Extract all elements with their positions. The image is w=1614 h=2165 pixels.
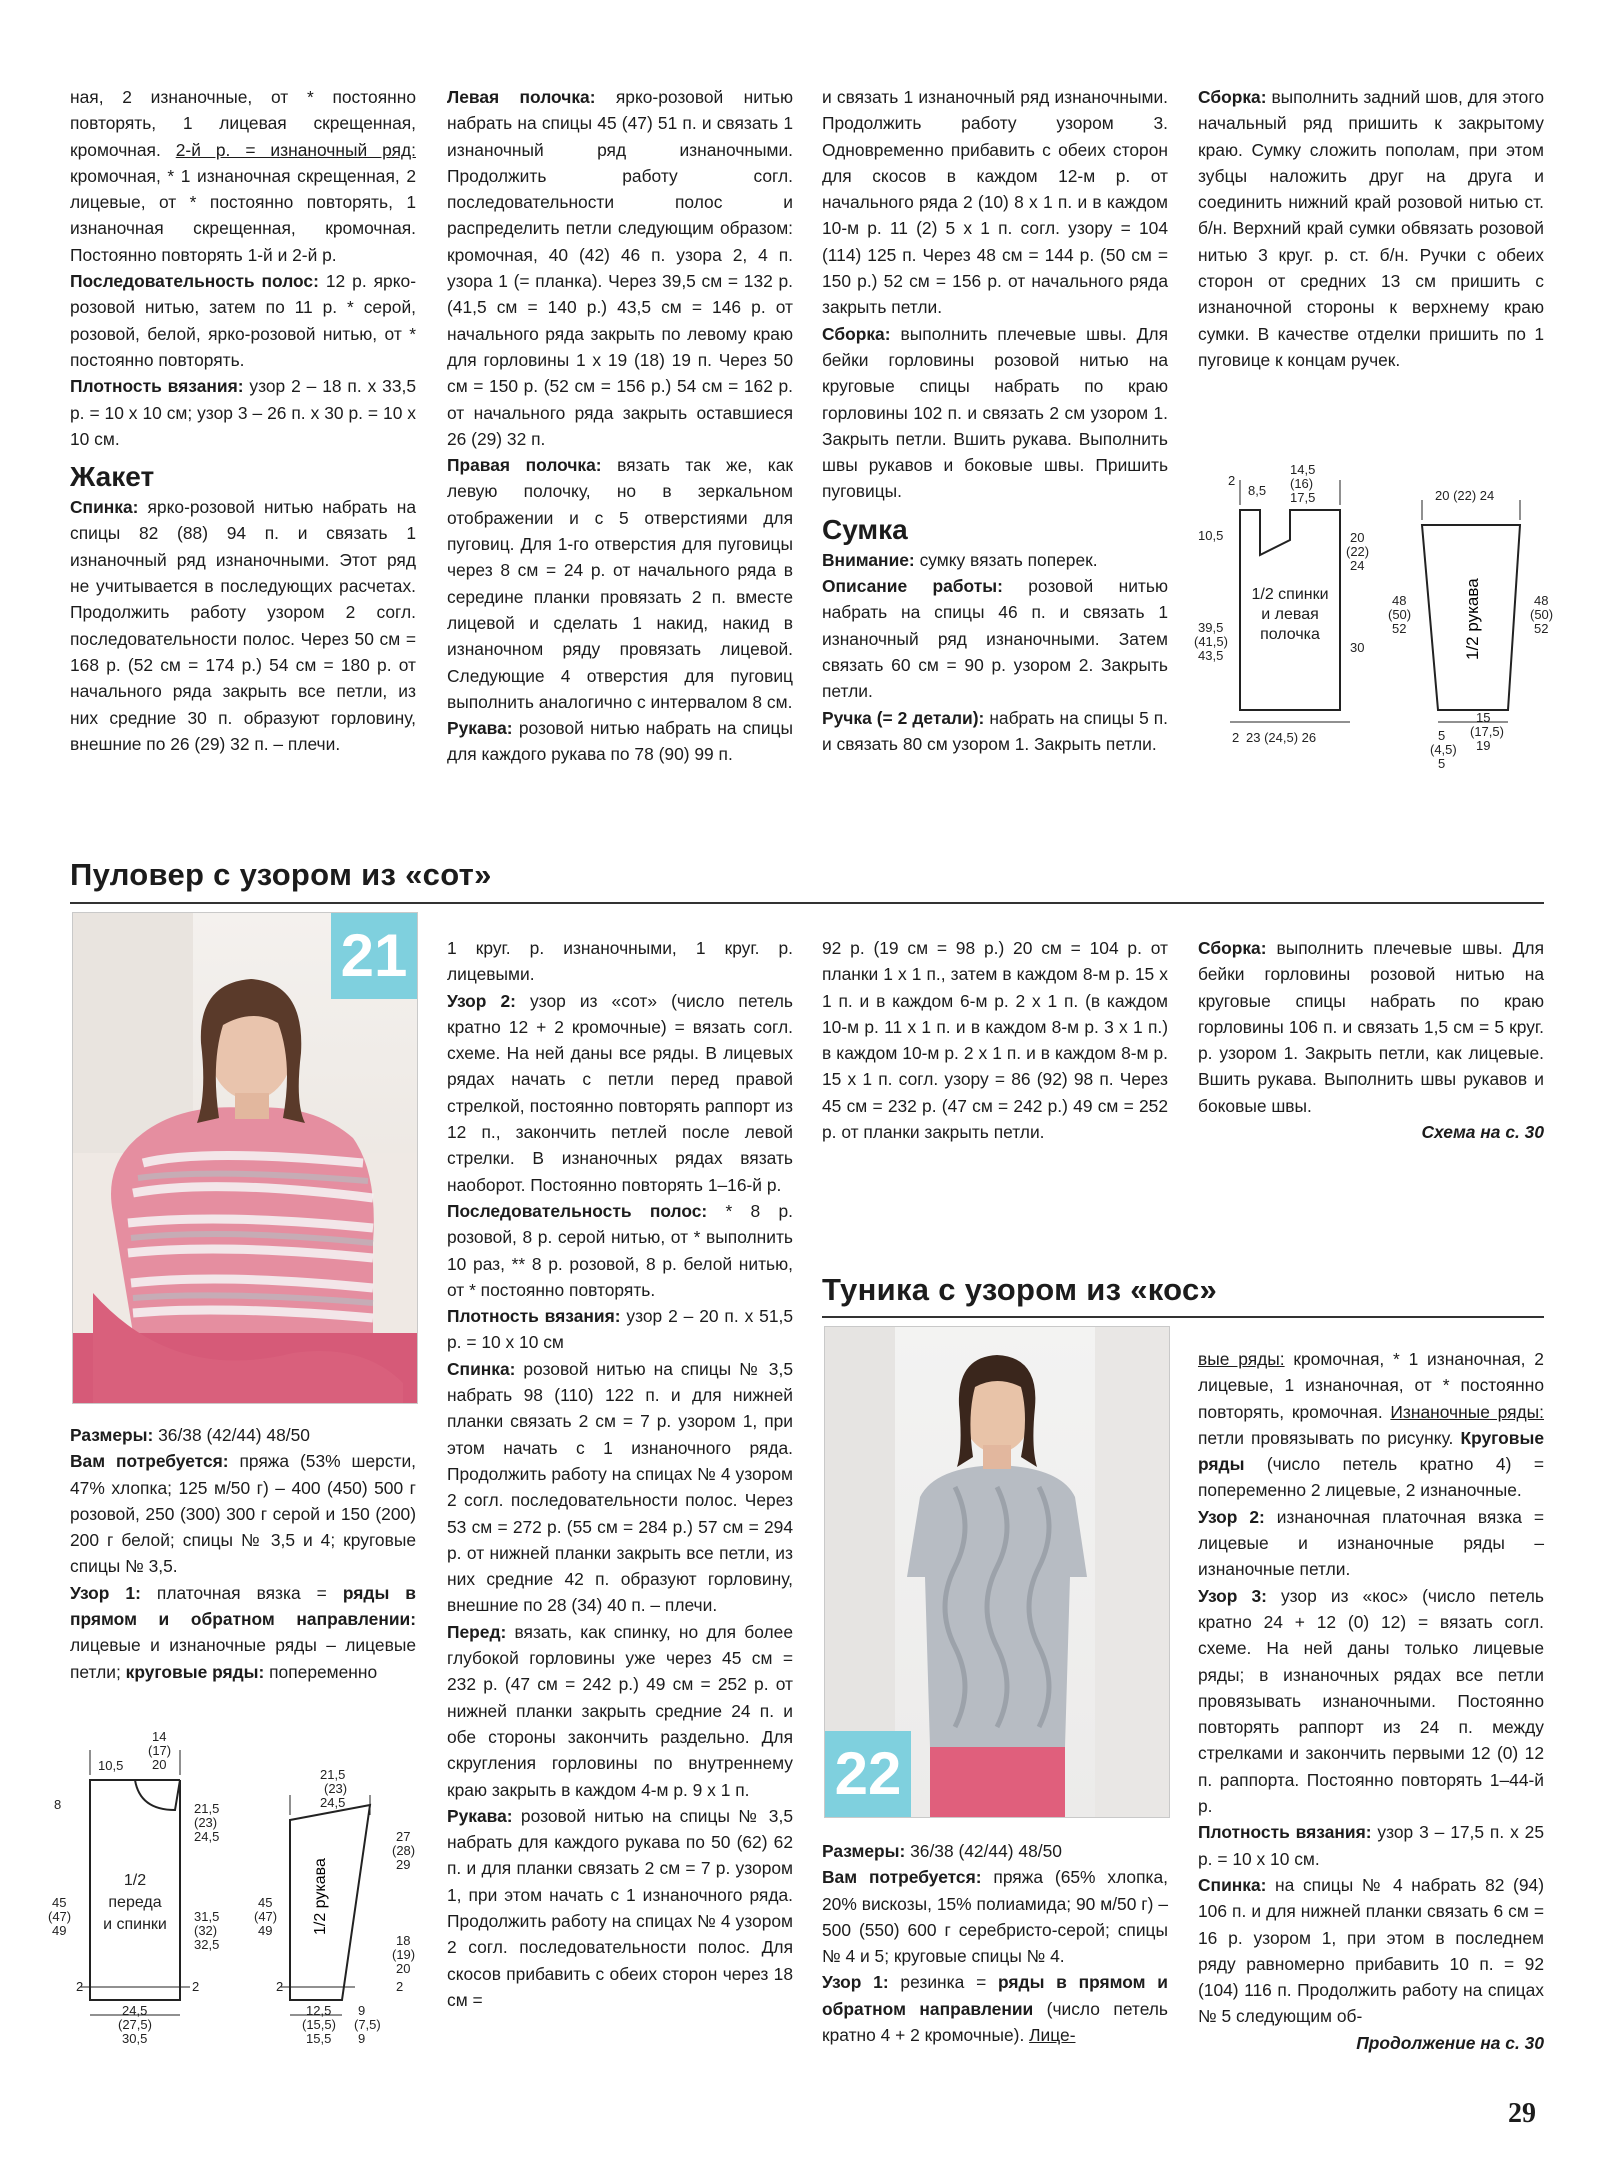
dim-label: (17) bbox=[148, 1743, 172, 1758]
paragraph: Узор 3: узор из «кос» (число петель кратно 24 + 12 (0) 12) = вязать согл. схеме. На ней даны только лицевые ряды; в изнаночных рядах все петли провязывать изнаночными. Постоянно повторять раппорт из 24 п. между стрелками и закончить первыми 12 (0) 12 п. раппорта. Постоянно повторять 1–44-й р. bbox=[1198, 1585, 1544, 1817]
photo-pullover bbox=[72, 912, 418, 1404]
dim-label: 2 bbox=[192, 1979, 200, 1994]
paragraph: вые ряды: кромочная, * 1 изнаночная, 2 лицевые, 1 изнаночная, от * постоянно повторять, кромочная. Изнаночные ряды: петли провязывать по рисунку. Круговые ряды (число петель кратно 4) = попеременно 2 лицевые, 2 изнаночные. bbox=[1198, 1349, 1544, 1501]
paragraph: ная, 2 изнаночные, от * постоянно повторять, 1 лицевая скрещенная, кромочная. 2-й р. = изнаночный ряд: кромочная, * 1 изнаночная скрещенная, 2 лицевые, от * постоянно повторять, 1 изнаночная скрещенная, кромочная. Постоянно повторять 1-й и 2-й р. bbox=[70, 87, 416, 265]
paragraph: Рукава: розовой нитью набрать на спицы для каждого рукава по 78 (90) 99 п. bbox=[447, 718, 793, 765]
dim-label: (50) bbox=[1388, 607, 1412, 622]
paragraph: Спинка: на спицы № 4 набрать 82 (94) 106 п. и для нижней планки связать 6 см = 16 р. узором 1, при этом в последнем ряду равномерно прибавить 10 п. = 92 (104) 116 п. Продолжить работу на спицах № 5 следующим об- bbox=[1198, 1874, 1544, 2027]
dim-label: (32) bbox=[194, 1923, 218, 1938]
s1-col-3 bbox=[822, 935, 1168, 1145]
s1-col-1 bbox=[70, 1422, 416, 1685]
section-title-pullover: Пуловер с узором из «сот» bbox=[70, 857, 492, 892]
paragraph: Сборка: выполнить задний шов, для этого начальный ряд пришить к закрытому краю. Сумку сложить пополам, при этом зубцы наложить друг на друга и соединить нижний край розовой нитью ст. б/н. Верхний край сумки обвязать розовой нитью 3 круг. р. ст. б/н. Ручки с обеих сторон от средних 13 см пришить с изнаночной стороны к верхнему краю сумки. В качестве отделки пришить по 1 пуговице к концам ручек. bbox=[1198, 87, 1544, 370]
dim-label: (23) bbox=[194, 1815, 218, 1830]
pullover-schematic bbox=[40, 1725, 440, 2055]
dim-label: 48 bbox=[1534, 593, 1549, 608]
page-number: 29 bbox=[1508, 2098, 1536, 2129]
dim-label: (47) bbox=[48, 1909, 72, 1924]
dim-label: 32,5 bbox=[194, 1937, 220, 1952]
pattern-number-badge: 22 bbox=[825, 1731, 911, 1817]
top-col-4 bbox=[1198, 84, 1544, 373]
dim-label: 24 bbox=[1350, 558, 1365, 573]
dim-label: 20 bbox=[396, 1961, 411, 1976]
paragraph: Узор 2: изнаночная платочная вязка = лицевые и изнаночные ряды – изнаночные петли. bbox=[1198, 1506, 1544, 1580]
dim-label: (41,5) bbox=[1194, 634, 1228, 649]
piece-label: и спинки bbox=[103, 1916, 167, 1933]
piece-label: 1/2 bbox=[123, 1872, 147, 1889]
s1-col-2 bbox=[447, 935, 793, 2013]
paragraph: Узор 1: платочная вязка = ряды в прямом и обратном направлении: лицевые и изнаночные ряды – лицевые петли; круговые ряды: попеременно bbox=[70, 1582, 416, 1682]
dim-label: (15,5) bbox=[302, 2017, 336, 2032]
dim-label: 8 bbox=[54, 1797, 62, 1812]
dim-label: (47) bbox=[254, 1909, 278, 1924]
dim-label: 29 bbox=[396, 1857, 411, 1872]
dim-label: 15 bbox=[1476, 710, 1491, 725]
continued-reference: Схема на с. 30 bbox=[1421, 1122, 1544, 1143]
piece-label: переда bbox=[108, 1894, 162, 1911]
top-col-3 bbox=[822, 84, 1168, 757]
dim-label: 49 bbox=[52, 1923, 67, 1938]
dim-label: (19) bbox=[392, 1947, 416, 1962]
paragraph: Последовательность полос: 12 р. ярко-розовой нитью, затем по 11 р. * серой, розовой, белой, ярко-розовой нитью, от * постоянно повторять. bbox=[70, 271, 416, 370]
dim-label: (22) bbox=[1346, 544, 1370, 559]
dim-label: 24,5 bbox=[194, 1829, 220, 1844]
s2-col-3 bbox=[822, 1838, 1168, 2048]
dim-label: (23) bbox=[324, 1781, 348, 1796]
dim-label: 9 bbox=[358, 2003, 366, 2018]
section-heading-bag: Сумка bbox=[822, 513, 908, 545]
continued-reference: Продолжение на с. 30 bbox=[1356, 2032, 1544, 2053]
dim-label: 12,5 bbox=[306, 2003, 332, 2018]
top-col-2 bbox=[447, 84, 793, 768]
section-rule bbox=[70, 902, 1544, 904]
section-heading-jacket: Жакет bbox=[70, 461, 155, 493]
paragraph: Узор 1: резинка = ряды в прямом и обратном направлении (число петель кратно 4 + 2 кромочные). Лице- bbox=[822, 1972, 1168, 2046]
pattern-number-badge: 21 bbox=[331, 913, 417, 999]
dim-label: 39,5 bbox=[1198, 620, 1224, 635]
dim-label: 52 bbox=[1392, 621, 1407, 636]
paragraph: Сборка: выполнить плечевые швы. Для бейки горловины розовой нитью на круговые спицы набрать по краю горловины 102 п. и связать 2 см узором 1. Закрыть петли. Вшить рукава. Выполнить швы рукавов и боковые швы. Пришить пуговицы. bbox=[822, 323, 1168, 502]
jacket-schematic bbox=[1190, 460, 1570, 790]
paragraph: Последовательность полос: * 8 р. розовой, 8 р. серой нитью, от * выполнить 10 раз, ** 8 р. розовой, 8 р. белой нитью, от * постоянно повторять. bbox=[447, 1200, 793, 1300]
piece-label: 1/2 рукава bbox=[312, 1858, 329, 1935]
dim-label: 18 bbox=[396, 1933, 411, 1948]
dim-label: 9 bbox=[358, 2031, 366, 2046]
paragraph: Сборка: выполнить плечевые швы. Для бейки горловины розовой нитью на круговые спицы набрать по краю горловины 106 п. и связать 1,5 см = 5 круг. р. узором 1. Закрыть петли, как лицевые. Вшить рукава. Выполнить швы рукавов и боковые швы. bbox=[1198, 938, 1544, 1116]
dim-label: 45 bbox=[52, 1895, 67, 1910]
dim-label: 10,5 bbox=[1198, 528, 1224, 543]
paragraph: Плотность вязания: узор 2 – 20 п. х 51,5 р. = 10 х 10 см bbox=[447, 1306, 793, 1353]
paragraph: 92 р. (19 см = 98 р.) 20 см = 104 р. от планки 1 х 1 п., затем в каждом 8-м р. 15 х 1 п. и в каждом 6-м р. 2 х 1 п. (в каждом 10-м р. 11 х 1 п. и в каждом 8-м р. 3 х 1 п.) в каждом 10-м р. 2 х 1 п. и в каждом 8-м р. 15 х 1 п. согл. узору = 86 (92) 98 п. Через 45 см = 232 р. (47 см = 242 р.) 49 см = 252 р. от планки закрыть петли. bbox=[822, 938, 1168, 1143]
paragraph: 1 круг. р. изнаночными, 1 круг. р. лицевыми. bbox=[447, 938, 793, 985]
dim-label: 15,5 bbox=[306, 2031, 332, 2046]
paragraph: Спинка: ярко-розовой нитью набрать на спицы 82 (88) 94 п. и связать 1 изнаночный ряд изнаночными. Этот ряд не учитывается в последующих расчетах. Продолжить работу узором 2 согл. последовательности полос. Через 50 см = 168 р. (52 см = 174 р.) 54 см = 180 р. от начального ряда закрыть все петли, из них средние 30 п. образуют горловину, внешние по 26 (29) 32 п. – плечи. bbox=[70, 497, 416, 754]
dim-label: 17,5 bbox=[1290, 490, 1316, 505]
dim-label: 2 bbox=[396, 1979, 404, 1994]
dim-label: 10,5 bbox=[98, 1758, 124, 1773]
photo-tunic bbox=[824, 1326, 1170, 1818]
dim-label: 8,5 bbox=[1248, 483, 1267, 498]
paragraph: Узор 2: узор из «сот» (число петель кратно 12 + 2 кромочные) = вязать согл. схеме. На ней даны все ряды. В лицевых рядах начать с петли перед правой стрелкой, постоянно повторять раппорт из 12 п., закончить петлей после левой стрелки. В изнаночных рядах вязать наоборот. Постоянно повторять 1–16-й р. bbox=[447, 990, 793, 1195]
dim-label: 43,5 bbox=[1198, 648, 1224, 663]
paragraph: Правая полочка: вязать так же, как левую полочку, но в зеркальном отображении и с 5 отверстиями для пуговиц. Для 1-го отверстия для пуговицы через 8 см = 24 р. от начального ряда в середине планки провязать 2 п. вместе лицевой и сделать 1 накид, накид в изнаночном ряду провязать лицевой. Следующие 4 отверстия для пуговиц выполнить аналогично с интервалом 8 см. bbox=[447, 455, 793, 712]
dim-label: 23 (24,5) 26 bbox=[1246, 730, 1317, 745]
top-col-1 bbox=[70, 84, 416, 757]
dim-label: 20 bbox=[152, 1757, 167, 1772]
paragraph: Описание работы: розовой нитью набрать на спицы 46 п. и связать 1 изнаночный ряд изнаночными. Затем связать 60 см = 90 р. узором 2. Закрыть петли. bbox=[822, 576, 1168, 702]
paragraph: Перед: вязать, как спинку, но для более глубокой горловины уже через 45 см = 232 р. (47 см = 242 р.) 49 см = 252 р. от нижней планки закрыть средние 24 п. и обе стороны закончить раздельно. Для скругления горловины по внутреннему краю закрыть в каждом 4-м р. 9 х 1 п. bbox=[447, 1621, 793, 1800]
paragraph: Вам потребуется: пряжа (65% хлопка, 20% вискозы, 15% полиамида; 90 м/50 г) – 500 (550) 600 г серебристо-серой; спицы № 4 и 5; круговые спицы № 4. bbox=[822, 1867, 1168, 1967]
dim-label: 20 (22) 24 bbox=[1435, 488, 1495, 503]
paragraph: Внимание: сумку вязать поперек. bbox=[822, 549, 1098, 570]
dim-label: (27,5) bbox=[118, 2017, 152, 2032]
dim-label: 31,5 bbox=[194, 1909, 220, 1924]
dim-label: 30,5 bbox=[122, 2031, 148, 2046]
section-rule bbox=[822, 1316, 1544, 1318]
dim-label: 24,5 bbox=[320, 1795, 346, 1810]
dim-label: 14 bbox=[152, 1729, 167, 1744]
dim-label: 20 bbox=[1350, 530, 1365, 545]
dim-label: 48 bbox=[1392, 593, 1407, 608]
dim-label: 24,5 bbox=[122, 2003, 148, 2018]
paragraph: Размеры: 36/38 (42/44) 48/50 bbox=[70, 1425, 310, 1445]
paragraph: и связать 1 изнаночный ряд изнаночными. Продолжить работу узором 3. Одновременно прибавить с обеих сторон для скосов в каждом 12-м р. от начального ряда 2 (10) 8 х 1 п. и в каждом 10-м р. 11 (2) 5 х 1 п. согл. узору = 104 (114) 125 п. Через 48 см = 144 р. (50 см = 150 р.) 52 см = 156 р. от начального ряда закрыть петли. bbox=[822, 87, 1168, 318]
dim-label: 2 bbox=[1232, 730, 1240, 745]
dim-label: 5 bbox=[1438, 756, 1446, 771]
section-title-tunic: Туника с узором из «кос» bbox=[822, 1272, 1218, 1307]
dim-label: (16) bbox=[1290, 476, 1314, 491]
paragraph: Плотность вязания: узор 2 – 18 п. х 33,5 р. = 10 х 10 см; узор 3 – 26 п. х 30 р. = 10 х 10 см. bbox=[70, 376, 416, 449]
paragraph: Размеры: 36/38 (42/44) 48/50 bbox=[822, 1841, 1062, 1861]
dim-label: (28) bbox=[392, 1843, 416, 1858]
paragraph: Вам потребуется: пряжа (53% шерсти, 47% хлопка; 125 м/50 г) – 400 (450) 500 г розовой, 250 (300) 300 г серой и 150 (200) 200 г белой; спицы № 3,5 и 4; круговые спицы № 3,5. bbox=[70, 1451, 416, 1577]
paragraph: Спинка: розовой нитью на спицы № 3,5 набрать 98 (110) 122 п. и для нижней планки связать 2 см = 7 р. узором 1, при этом начать с 1 изнаночного ряда. Продолжить работу на спицах № 4 узором 2 согл. последовательности полос. Через 53 см = 272 р. (55 см = 284 р.) 57 см = 294 р. от нижней планки закрыть все петли, из них средние 42 п. образуют горловину, внешние по 28 (34) 40 п. – плечи. bbox=[447, 1358, 793, 1616]
dim-label: 14,5 bbox=[1290, 462, 1316, 477]
paragraph: Плотность вязания: узор 3 – 17,5 п. х 25 р. = 10 х 10 см. bbox=[1198, 1822, 1544, 1869]
dim-label: 2 bbox=[1228, 473, 1236, 488]
dim-label: 19 bbox=[1476, 738, 1491, 753]
s1-col-4 bbox=[1198, 935, 1544, 1145]
dim-label: 52 bbox=[1534, 621, 1549, 636]
piece-label: 1/2 рукава bbox=[1463, 578, 1482, 660]
paragraph: Рукава: розовой нитью на спицы № 3,5 набрать для каждого рукава по 50 (62) 62 п. и для планки связать 2 см = 7 р. узором 1, при этом начать с 1 изнаночного ряда. Продолжить работу на спицах № 4 узором 2 согл. последовательности полос. Для скосов прибавить с обеих сторон через 18 см = bbox=[447, 1805, 793, 2010]
piece-label: 1/2 спинки и левая полочка bbox=[1251, 586, 1329, 643]
s2-col-4 bbox=[1198, 1346, 1544, 2056]
dim-label: (4,5) bbox=[1430, 742, 1457, 757]
dim-label: 49 bbox=[258, 1923, 273, 1938]
dim-label: 45 bbox=[258, 1895, 273, 1910]
dim-label: (17,5) bbox=[1470, 724, 1504, 739]
paragraph: Левая полочка: ярко-розовой нитью набрать на спицы 45 (47) 51 п. и связать 1 изнаночный ряд изнаночными. Продолжить работу согл. последовательности полос и распределить петли следующим образом: кромочная, 40 (42) 46 п. узора 2, 4 п. узора 1 (= планка). Через 39,5 см = 132 р. (41,5 см = 140 р.) 43,5 см = 146 р. от начального ряда закрыть по левому краю для горловины 1 х 19 (18) 19 п. Через 50 см = 150 р. (52 см = 156 р.) 54 см = 162 р. от начального ряда закрыть оставшиеся 26 (29) 32 п. bbox=[447, 87, 794, 449]
dim-label: 30 bbox=[1350, 640, 1365, 655]
dim-label: 21,5 bbox=[320, 1767, 346, 1782]
dim-label: 2 bbox=[76, 1979, 84, 1994]
dim-label: 5 bbox=[1438, 728, 1446, 743]
paragraph: Ручка (= 2 детали): набрать на спицы 5 п. и связать 80 см узором 1. Закрыть петли. bbox=[822, 707, 1168, 754]
dim-label: (7,5) bbox=[354, 2017, 381, 2032]
dim-label: 27 bbox=[396, 1829, 411, 1844]
dim-label: 21,5 bbox=[194, 1801, 220, 1816]
dim-label: 2 bbox=[276, 1979, 284, 1994]
dim-label: (50) bbox=[1530, 607, 1554, 622]
